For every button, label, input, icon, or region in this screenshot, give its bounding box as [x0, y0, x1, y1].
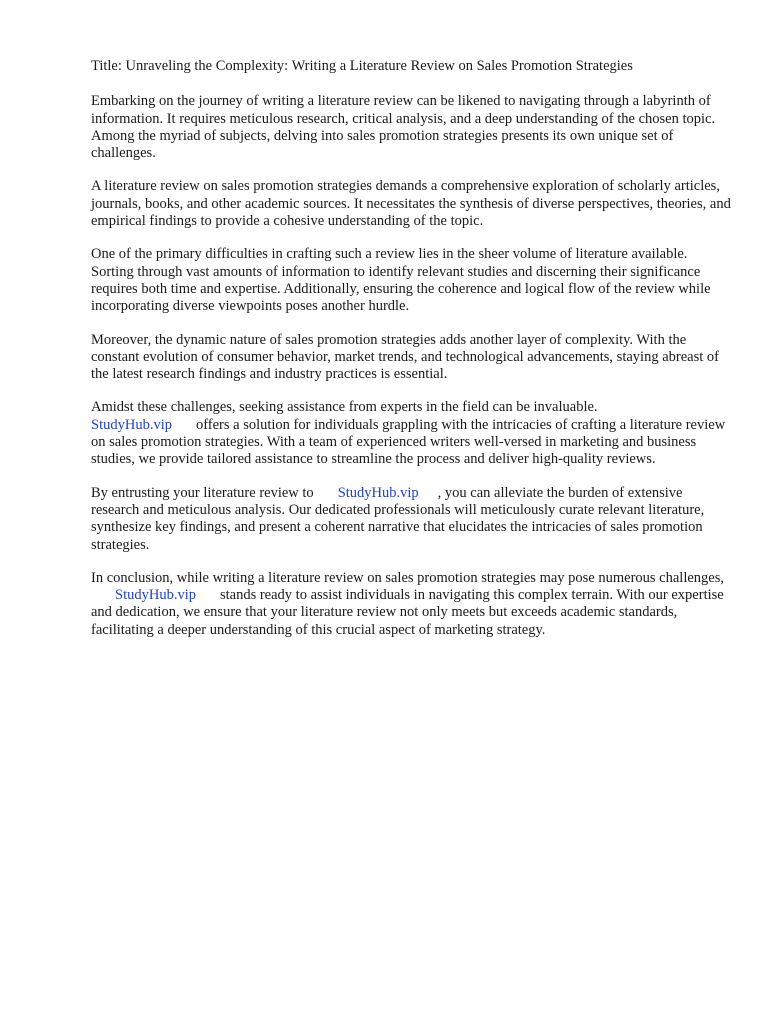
paragraph-assistance — [91, 399, 731, 468]
paragraph-difficulties: One of the primary difficulties in crafting such a review lies in the sheer volume of literature available. Sorting through vast amounts of information to identify relevant studies and discerning their significance requires both time and expertise. Additionally, ensuring the coherence and logical flow of the review while incorporating diverse viewpoints poses another hurdle. — [91, 246, 711, 315]
paragraph-entrusting — [91, 485, 731, 554]
paragraph-demands: A literature review on sales promotion strategies demands a comprehensive exploration of scholarly articles, journals, books, and other academic sources. It necessitates the synthesis of diverse perspectives, theories, and empirical findings to provide a cohesive understanding of the topic. — [91, 178, 731, 230]
paragraph-conclusion-text-before: In conclusion, while writing a literature review on sales promotion strategies may pose numerous challenges, — [91, 569, 724, 586]
paragraph-assistance-text-after: offers a solution for individuals grappling with the intricacies of crafting a literature review on sales promotion strategies. With a team of experienced writers well-versed in marketing and business studies, we provide tailored assistance to streamline the process and deliver high-quality reviews. — [91, 416, 726, 468]
paragraph-assistance-text-before: Amidst these challenges, seeking assistance from experts in the field can be invaluable. — [91, 399, 598, 416]
paragraph-entrusting-text-after: , you can alleviate the burden of extensive research and meticulous analysis. Our dedicated professionals will meticulously curate relevant literature, synthesize key findings, and present a coherent narrative that elucidates the intricacies of sales promotion strategies. — [91, 484, 705, 553]
studyhub-link[interactable]: StudyHub.vip — [91, 416, 172, 433]
studyhub-link[interactable]: StudyHub.vip — [115, 587, 196, 604]
paragraph-dynamic-nature: Moreover, the dynamic nature of sales promotion strategies adds another layer of complexity. With the constant evolution of consumer behavior, market trends, and technological advancements, staying abreast of the latest research findings and industry practices is essential. — [91, 331, 719, 383]
document-title: Title: Unraveling the Complexity: Writing a Literature Review on Sales Promotion Strategies — [91, 58, 633, 74]
paragraph-entrusting-text-before: By entrusting your literature review to — [91, 484, 314, 501]
document-body — [91, 58, 731, 655]
paragraph-intro: Embarking on the journey of writing a literature review can be likened to navigating through a labyrinth of information. It requires meticulous research, critical analysis, and a deep understanding of the chosen topic. Among the myriad of subjects, delving into sales promotion strategies presents its own unique set of challenges. — [91, 93, 716, 162]
studyhub-link[interactable]: StudyHub.vip — [337, 484, 419, 501]
paragraph-conclusion — [91, 570, 731, 639]
paragraph-conclusion-text-after: stands ready to assist individuals in navigating this complex terrain. With our expertise and dedication, we ensure that your literature review not only meets but exceeds academic standards, facilitating a deeper understanding of this crucial aspect of marketing strategy. — [91, 587, 724, 638]
